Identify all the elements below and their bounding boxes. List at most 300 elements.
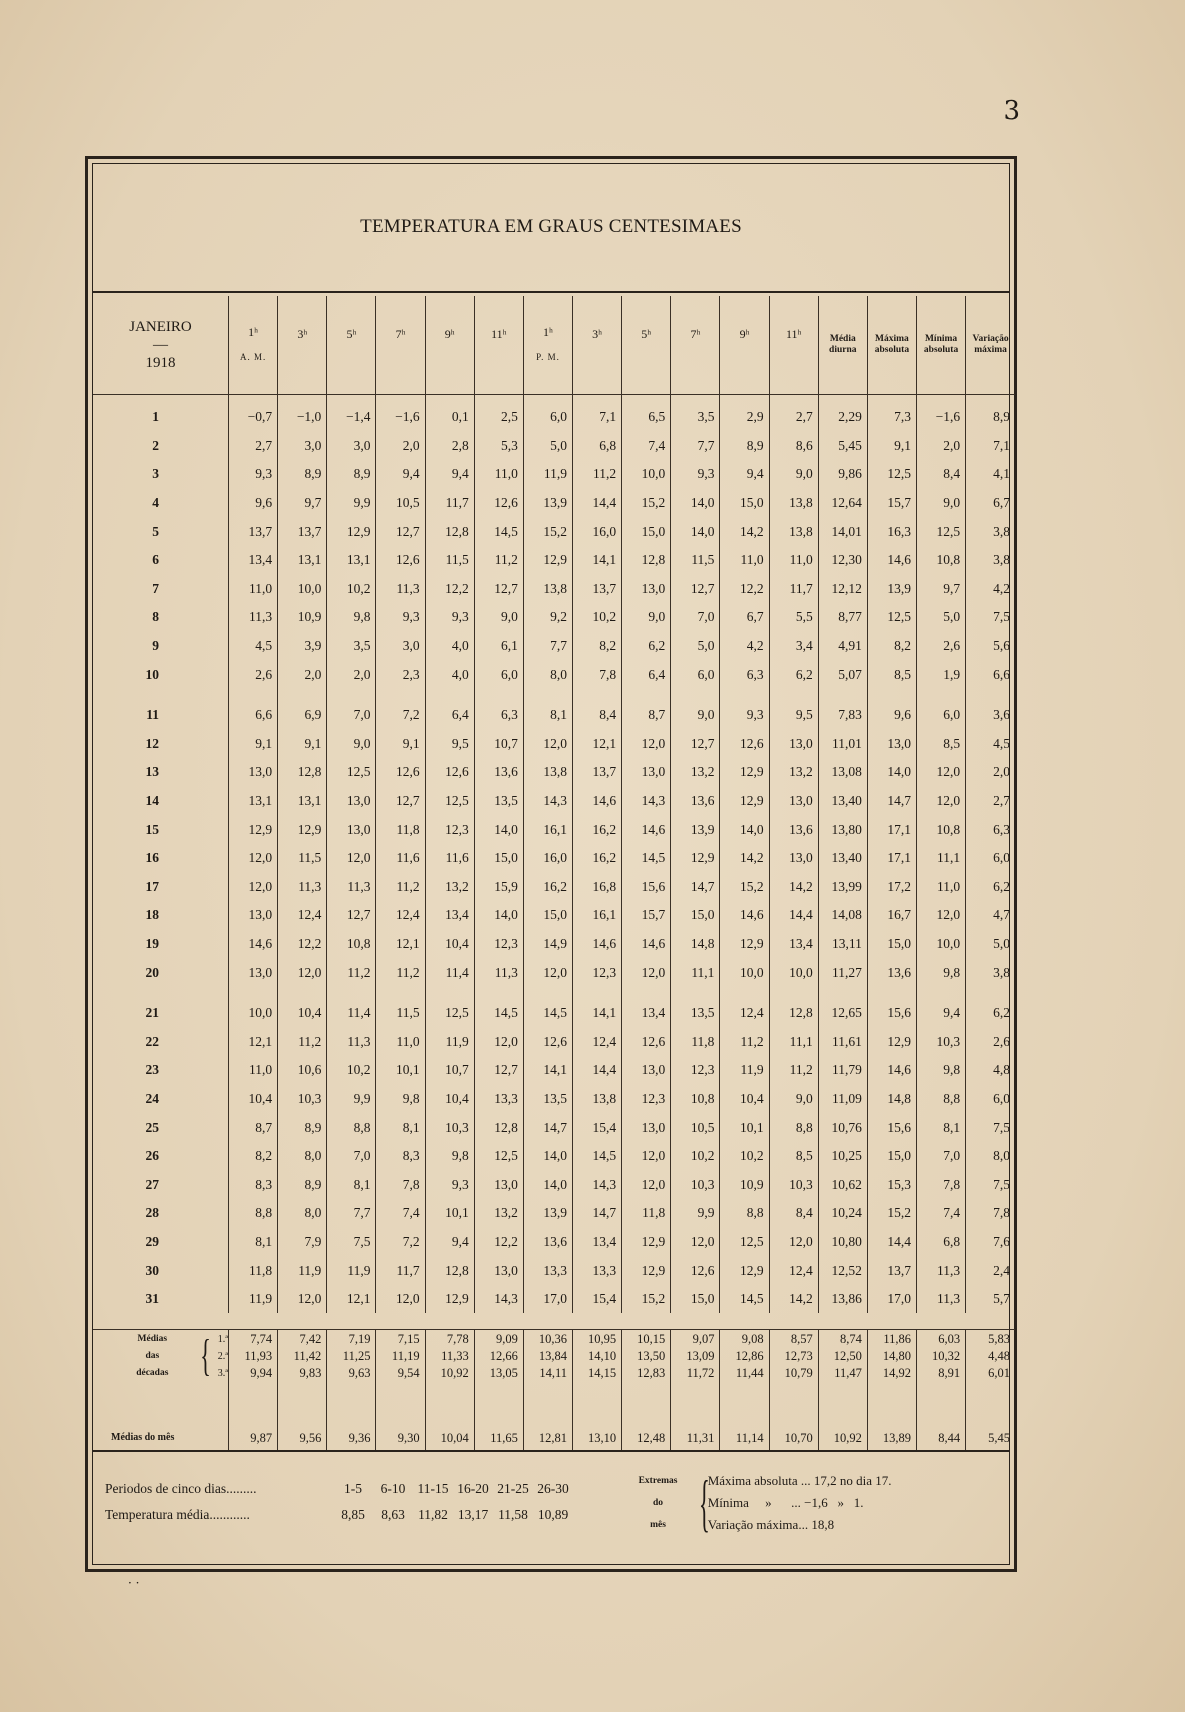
table-cell: 7,7: [523, 632, 572, 661]
table-cell: 14,7: [573, 1199, 622, 1228]
table-cell: 11,8: [229, 1256, 278, 1285]
table-cell: 12,8: [474, 1113, 523, 1142]
decade-mean-cell: 7,15: [376, 1330, 425, 1347]
table-cell: 8,7: [229, 1113, 278, 1142]
decade-mean-cell: 7,19: [327, 1330, 376, 1347]
table-cell: 13,0: [474, 1256, 523, 1285]
table-cell: 13,4: [425, 901, 474, 930]
table-cell: 17,0: [867, 1285, 916, 1314]
table-row: [93, 432, 1015, 461]
table-cell: 2,0: [917, 432, 966, 461]
table-cell: 13,9: [867, 575, 916, 604]
table-cell: 10,2: [327, 575, 376, 604]
table-cell: 11,5: [278, 844, 327, 873]
table-cell: 15,9: [474, 873, 523, 902]
table-cell: 11,9: [278, 1256, 327, 1285]
table-cell: 13,1: [327, 546, 376, 575]
table-cell: 12,8: [278, 758, 327, 787]
month-mean-cell: 8,44: [917, 1424, 966, 1452]
decade-mean-cell: 14,80: [867, 1347, 916, 1364]
decade-mean-cell: 8,74: [818, 1330, 867, 1347]
table-cell: 9,0: [917, 489, 966, 518]
table-cell: 14,0: [523, 1170, 572, 1199]
decade-mean-cell: 11,86: [867, 1330, 916, 1347]
table-cell: 13,3: [523, 1256, 572, 1285]
table-cell: 5,0: [523, 432, 572, 461]
month-mean-cell: 12,81: [523, 1424, 572, 1452]
table-cell: 5,0: [917, 603, 966, 632]
table-cell: 14,4: [867, 1228, 916, 1257]
decade-mean-cell: 11,93: [229, 1347, 278, 1364]
table-cell: 12,0: [917, 758, 966, 787]
table-cell: 6,4: [622, 660, 671, 689]
table-cell: 13,2: [671, 758, 720, 787]
table-cell: 12,9: [867, 1027, 916, 1056]
table-cell: 13,8: [523, 758, 572, 787]
decade-mean-cell: 11,72: [671, 1365, 720, 1382]
table-cell: 7,7: [671, 432, 720, 461]
table-cell: 5,0: [966, 930, 1015, 959]
table-cell: 16,2: [523, 873, 572, 902]
extremas-label: Extremas do mês: [638, 1476, 678, 1530]
table-cell: 12,9: [720, 787, 769, 816]
table-row: [93, 1113, 1015, 1142]
table-cell: 10,2: [573, 603, 622, 632]
month-mean-cell: 5,45: [966, 1424, 1015, 1452]
table-cell: 12,5: [867, 603, 916, 632]
table-cell: 16,0: [573, 517, 622, 546]
table-cell: 13,0: [867, 730, 916, 759]
table-cell: 6,1: [474, 632, 523, 661]
table-cell: 9,2: [523, 603, 572, 632]
table-cell: 5,3: [474, 432, 523, 461]
table-cell: 8,9: [327, 460, 376, 489]
table-cell: 13,0: [327, 787, 376, 816]
stat-header-media-diurna: Média diurna: [818, 296, 867, 395]
table-cell: 16,3: [867, 517, 916, 546]
table-cell: 9,7: [917, 575, 966, 604]
brace-icon: {: [199, 1331, 211, 1380]
table-row: [93, 1170, 1015, 1199]
day-number: 8: [152, 609, 160, 625]
table-cell: 8,1: [376, 1113, 425, 1142]
decade-mean-cell: 14,15: [573, 1365, 622, 1382]
table-cell: 10,76: [818, 1113, 867, 1142]
table-cell: 10,3: [917, 1027, 966, 1056]
day-number: 27: [145, 1176, 160, 1192]
table-cell: 4,0: [425, 632, 474, 661]
decade-mean-cell: 9,94: [229, 1365, 278, 1382]
period-range: 1-5: [344, 1481, 362, 1496]
period-temp: 8,85: [341, 1507, 365, 1522]
table-cell: 10,4: [278, 999, 327, 1028]
temperature-table: [93, 296, 1015, 1313]
table-cell: 12,7: [671, 730, 720, 759]
table-cell: 8,3: [229, 1170, 278, 1199]
table-cell: 13,7: [278, 517, 327, 546]
hour-header: 3ʰ: [278, 296, 327, 395]
decade-mean-cell: 7,78: [425, 1330, 474, 1347]
table-cell: 3,9: [278, 632, 327, 661]
table-cell: 4,5: [966, 730, 1015, 759]
table-cell: 10,24: [818, 1199, 867, 1228]
table-cell: 13,11: [818, 930, 867, 959]
table-frame: [85, 156, 1017, 1572]
extrema-variacao: Variação máxima... 18,8: [707, 1517, 835, 1532]
table-cell: 9,1: [278, 730, 327, 759]
table-cell: 12,2: [474, 1228, 523, 1257]
table-cell: 5,5: [769, 603, 818, 632]
table-cell: 7,5: [966, 1113, 1015, 1142]
table-cell: 7,8: [917, 1170, 966, 1199]
table-cell: 14,3: [622, 787, 671, 816]
period-range: 11-15: [417, 1481, 449, 1496]
table-cell: 8,1: [917, 1113, 966, 1142]
table-row: [93, 701, 1015, 730]
table-cell: 15,0: [867, 930, 916, 959]
table-cell: 17,1: [867, 844, 916, 873]
table-cell: 11,0: [229, 1056, 278, 1085]
table-cell: 12,12: [818, 575, 867, 604]
month-header: [93, 296, 229, 395]
table-cell: 13,6: [867, 958, 916, 987]
period-range: 16-20: [457, 1481, 489, 1496]
table-cell: 6,2: [622, 632, 671, 661]
table-cell: 13,6: [769, 815, 818, 844]
decade-mean-cell: 12,66: [474, 1347, 523, 1364]
table-cell: 8,0: [523, 660, 572, 689]
table-row: [93, 873, 1015, 902]
table-cell: 10,6: [278, 1056, 327, 1085]
table-cell: 11,3: [376, 575, 425, 604]
table-cell: 12,3: [474, 930, 523, 959]
table-row: [93, 489, 1015, 518]
day-number: 13: [145, 764, 160, 780]
table-cell: 14,5: [622, 844, 671, 873]
table-row: [93, 1056, 1015, 1085]
table-cell: 4,2: [966, 575, 1015, 604]
table-cell: 13,80: [818, 815, 867, 844]
table-cell: 14,2: [720, 844, 769, 873]
table-cell: 6,2: [769, 660, 818, 689]
month-dash: —: [153, 337, 169, 353]
table-cell: 11,0: [229, 575, 278, 604]
table-cell: 12,5: [867, 460, 916, 489]
table-cell: 14,6: [573, 787, 622, 816]
table-cell: 2,6: [229, 660, 278, 689]
decade-mean-cell: 9,08: [720, 1330, 769, 1347]
temp-media-label: Temperatura média............: [105, 1507, 250, 1522]
decade-mean-row: [93, 1330, 1015, 1347]
month-mean-cell: 11,65: [474, 1424, 523, 1452]
decade-mean-cell: 13,50: [622, 1347, 671, 1364]
table-cell: 12,5: [720, 1228, 769, 1257]
day-number: 9: [152, 638, 160, 654]
table-cell: 6,0: [966, 844, 1015, 873]
table-cell: 9,5: [769, 701, 818, 730]
table-cell: 10,4: [425, 930, 474, 959]
table-cell: 13,0: [229, 958, 278, 987]
table-cell: 10,4: [720, 1085, 769, 1114]
table-cell: 12,6: [622, 1027, 671, 1056]
table-cell: 14,6: [229, 930, 278, 959]
table-cell: 9,4: [425, 1228, 474, 1257]
table-cell: 1,9: [917, 660, 966, 689]
table-cell: 10,3: [278, 1085, 327, 1114]
table-cell: 2,7: [769, 395, 818, 432]
table-cell: 7,0: [671, 603, 720, 632]
decade-mean-cell: 9,07: [671, 1330, 720, 1347]
decade-mean-cell: 6,03: [917, 1330, 966, 1347]
table-cell: 3,6: [966, 701, 1015, 730]
table-cell: 7,8: [573, 660, 622, 689]
table-cell: 11,3: [917, 1285, 966, 1314]
table-row: [93, 844, 1015, 873]
table-cell: 11,1: [917, 844, 966, 873]
table-cell: 3,5: [671, 395, 720, 432]
table-cell: 8,8: [720, 1199, 769, 1228]
table-cell: 14,8: [671, 930, 720, 959]
table-cell: 12,7: [474, 1056, 523, 1085]
table-cell: 12,7: [671, 575, 720, 604]
table-cell: 14,5: [474, 517, 523, 546]
table-row: [93, 546, 1015, 575]
table-cell: 9,0: [769, 1085, 818, 1114]
table-cell: 12,0: [278, 958, 327, 987]
table-cell: 6,9: [278, 701, 327, 730]
table-cell: 14,5: [523, 999, 572, 1028]
table-cell: 10,0: [278, 575, 327, 604]
summary-block: [93, 1329, 1015, 1452]
table-cell: 13,8: [523, 575, 572, 604]
table-cell: 11,8: [376, 815, 425, 844]
table-cell: 11,6: [425, 844, 474, 873]
table-cell: 4,8: [966, 1056, 1015, 1085]
month-year: 1918: [145, 355, 176, 371]
table-cell: 14,8: [867, 1085, 916, 1114]
table-cell: 9,8: [917, 1056, 966, 1085]
table-cell: 12,6: [523, 1027, 572, 1056]
table-cell: 15,2: [867, 1199, 916, 1228]
table-cell: 7,8: [376, 1170, 425, 1199]
table-cell: 10,8: [327, 930, 376, 959]
extremas-items: [708, 1470, 892, 1536]
table-cell: 4,5: [229, 632, 278, 661]
table-cell: 11,0: [474, 460, 523, 489]
decade-mean-cell: 11,33: [425, 1347, 474, 1364]
table-cell: 12,1: [573, 730, 622, 759]
table-cell: 11,9: [425, 1027, 474, 1056]
table-cell: 14,2: [769, 873, 818, 902]
table-cell: 13,0: [229, 758, 278, 787]
table-row: [93, 1228, 1015, 1257]
table-cell: 15,0: [671, 1285, 720, 1314]
table-cell: 5,45: [818, 432, 867, 461]
table-cell: 11,2: [573, 460, 622, 489]
table-cell: 11,9: [229, 1285, 278, 1314]
table-cell: 8,9: [720, 432, 769, 461]
table-cell: 11,5: [671, 546, 720, 575]
decade-mean-cell: 11,19: [376, 1347, 425, 1364]
table-cell: 2,4: [966, 1256, 1015, 1285]
hour-header: 9ʰ: [720, 296, 769, 395]
am-label: A. M.: [239, 352, 267, 362]
table-cell: 12,1: [327, 1285, 376, 1314]
table-cell: 10,0: [769, 958, 818, 987]
month-mean-label: Médias do mês: [111, 1432, 175, 1443]
table-cell: 15,2: [523, 517, 572, 546]
table-cell: 4,7: [966, 901, 1015, 930]
table-cell: 12,0: [229, 873, 278, 902]
month-mean-cell: 13,89: [867, 1424, 916, 1452]
table-cell: 10,5: [671, 1113, 720, 1142]
table-cell: 13,0: [769, 730, 818, 759]
table-cell: 13,7: [867, 1256, 916, 1285]
hour-header: 3ʰ: [573, 296, 622, 395]
hour-header: 11ʰ: [474, 296, 523, 395]
table-cell: 14,6: [622, 930, 671, 959]
table-cell: 8,8: [917, 1085, 966, 1114]
table-cell: 11,1: [769, 1027, 818, 1056]
hour-header: 5ʰ: [327, 296, 376, 395]
day-number: 1: [152, 409, 160, 425]
table-cell: 10,1: [376, 1056, 425, 1085]
table-cell: 8,5: [867, 660, 916, 689]
decade-mean-cell: 12,83: [622, 1365, 671, 1382]
table-cell: 9,0: [327, 730, 376, 759]
decade-mean-cell: 7,42: [278, 1330, 327, 1347]
table-cell: 13,4: [229, 546, 278, 575]
table-cell: 6,2: [966, 873, 1015, 902]
decade-gap: [93, 689, 1015, 701]
table-cell: 10,80: [818, 1228, 867, 1257]
table-cell: 12,3: [425, 815, 474, 844]
decade-mean-cell: 9,83: [278, 1365, 327, 1382]
decade-mean-cell: 10,36: [523, 1330, 572, 1347]
table-cell: 8,0: [278, 1142, 327, 1171]
table-cell: 6,4: [425, 701, 474, 730]
table-cell: 10,2: [720, 1142, 769, 1171]
table-cell: 9,7: [278, 489, 327, 518]
table-cell: 14,4: [573, 1056, 622, 1085]
table-cell: 10,62: [818, 1170, 867, 1199]
table-cell: 12,5: [425, 787, 474, 816]
month-mean-cell: 9,36: [327, 1424, 376, 1452]
table-cell: 13,4: [769, 930, 818, 959]
table-cell: 11,01: [818, 730, 867, 759]
extrema-maxima: Máxima absoluta ... 17,2 no dia 17.: [707, 1473, 892, 1488]
table-row: [93, 460, 1015, 489]
table-cell: 9,0: [671, 701, 720, 730]
table-cell: 9,8: [425, 1142, 474, 1171]
table-cell: 12,6: [474, 489, 523, 518]
brace-icon: {: [698, 1467, 710, 1538]
table-cell: 7,1: [966, 432, 1015, 461]
table-cell: 10,9: [720, 1170, 769, 1199]
table-cell: 9,1: [867, 432, 916, 461]
table-cell: 3,5: [327, 632, 376, 661]
table-cell: 16,0: [523, 844, 572, 873]
table-cell: 9,0: [622, 603, 671, 632]
table-cell: 9,1: [376, 730, 425, 759]
day-number: 30: [145, 1262, 160, 1278]
table-row: [93, 1285, 1015, 1314]
table-cell: 14,0: [867, 758, 916, 787]
month-mean-cell: 10,92: [818, 1424, 867, 1452]
table-cell: 11,2: [474, 546, 523, 575]
table-cell: 11,2: [376, 873, 425, 902]
decade-mean-cell: 13,84: [523, 1347, 572, 1364]
table-cell: 14,6: [622, 815, 671, 844]
table-cell: 8,9: [278, 1170, 327, 1199]
table-cell: 9,6: [229, 489, 278, 518]
table-cell: 15,6: [867, 1113, 916, 1142]
period-range: 21-25: [497, 1481, 529, 1496]
temp-media-row: [105, 1502, 605, 1528]
decade-mean-cell: 9,54: [376, 1365, 425, 1382]
table-cell: 14,0: [671, 489, 720, 518]
table-cell: 13,6: [671, 787, 720, 816]
table-cell: 15,0: [867, 1142, 916, 1171]
decade-mean-cell: 11,25: [327, 1347, 376, 1364]
table-cell: 8,9: [278, 1113, 327, 1142]
table-cell: 8,0: [966, 1142, 1015, 1171]
table-cell: 16,7: [867, 901, 916, 930]
table-cell: 17,2: [867, 873, 916, 902]
table-row: [93, 958, 1015, 987]
table-cell: 12,3: [622, 1085, 671, 1114]
table-title: TEMPERATURA EM GRAUS CENTESIMAES: [360, 216, 742, 237]
decade-mean-cell: 13,09: [671, 1347, 720, 1364]
extremas-block: [613, 1467, 1013, 1538]
day-number: 24: [145, 1090, 160, 1106]
table-cell: 12,5: [474, 1142, 523, 1171]
table-cell: 5,0: [671, 632, 720, 661]
table-cell: 13,6: [474, 758, 523, 787]
table-cell: 2,7: [966, 787, 1015, 816]
table-cell: 11,5: [425, 546, 474, 575]
table-cell: 3,4: [769, 632, 818, 661]
table-cell: 8,2: [573, 632, 622, 661]
table-row: [93, 901, 1015, 930]
table-cell: 11,8: [622, 1199, 671, 1228]
hour-header: 11ʰ: [769, 296, 818, 395]
table-cell: 13,9: [523, 489, 572, 518]
table-cell: 13,0: [769, 787, 818, 816]
table-cell: 12,3: [573, 958, 622, 987]
table-cell: 15,0: [671, 901, 720, 930]
table-cell: 8,2: [229, 1142, 278, 1171]
table-cell: 10,3: [769, 1170, 818, 1199]
table-cell: 7,2: [376, 701, 425, 730]
pm-label: P. M.: [536, 352, 560, 362]
table-cell: 12,9: [671, 844, 720, 873]
table-cell: 3,8: [966, 546, 1015, 575]
stat-header-variacao-maxima: Variação máxima: [966, 296, 1015, 395]
table-cell: 7,4: [622, 432, 671, 461]
table-cell: 15,0: [622, 517, 671, 546]
table-cell: 2,9: [720, 395, 769, 432]
table-cell: 13,7: [573, 758, 622, 787]
table-cell: 7,0: [327, 701, 376, 730]
table-cell: 12,0: [671, 1228, 720, 1257]
table-cell: 8,4: [573, 701, 622, 730]
table-cell: 13,0: [229, 901, 278, 930]
day-number: 25: [145, 1119, 160, 1135]
table-cell: 15,6: [622, 873, 671, 902]
month-mean-cell: 9,87: [229, 1424, 278, 1452]
table-cell: 7,6: [966, 1228, 1015, 1257]
